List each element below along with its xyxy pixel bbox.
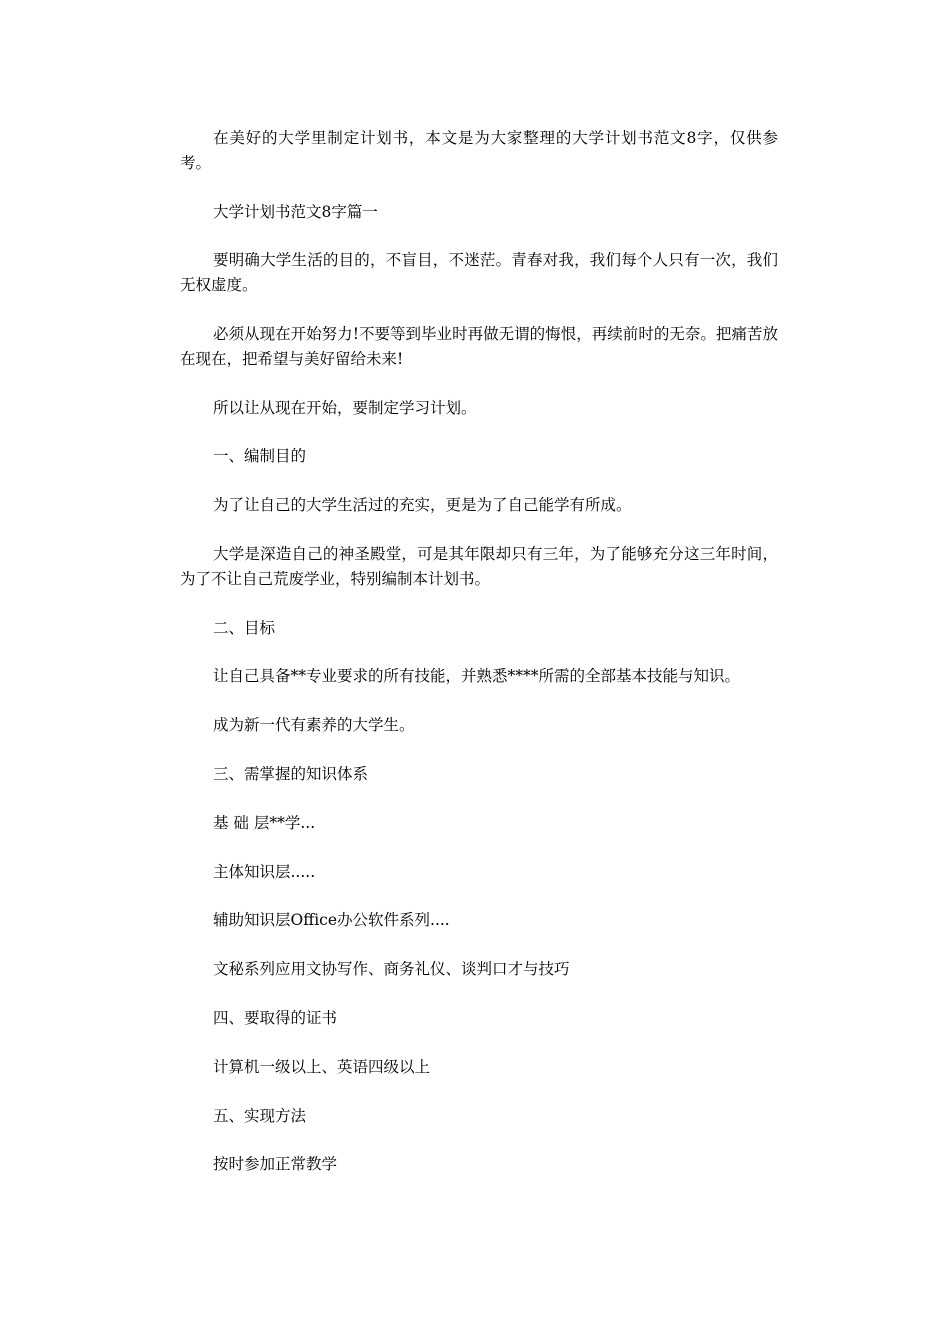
body-paragraph: 成为新一代有素养的大学生。	[213, 716, 415, 735]
section-heading-purpose: 一、编制目的	[213, 447, 307, 466]
body-paragraph: 大学是深造自己的神圣殿堂，可是其年限却只有三年，为了能够充分这三年时间，为了不让自己荒废学业，特别编制本计划书。	[180, 544, 778, 588]
document-page	[180, 126, 778, 1177]
body-paragraph: 按时参加正常教学	[213, 1155, 338, 1174]
intro-paragraph: 在美好的大学里制定计划书，本文是为大家整理的大学计划书范文8字，仅供参考。	[180, 129, 778, 172]
section-heading-certificates: 四、要取得的证书	[213, 1008, 338, 1027]
list-item: 主体知识层.....	[213, 862, 316, 881]
body-paragraph: 要明确大学生活的目的，不盲目，不迷茫。青春对我，我们每个人只有一次，我们无权虚度。	[180, 251, 778, 295]
body-paragraph: 为了让自己的大学生活过的充实，更是为了自己能学有所成。	[213, 496, 632, 515]
body-paragraph: 必须从现在开始努力!不要等到毕业时再做无谓的悔恨，再续前时的无奈。把痛苦放在现在，把希望与美好留给未来!	[180, 324, 778, 368]
section-heading-goals: 二、目标	[213, 618, 276, 637]
list-item: 基 础 层**学...	[213, 813, 316, 832]
list-item: 文秘系列应用文协写作、商务礼仪、谈判口才与技巧	[213, 960, 570, 979]
section-heading-knowledge: 三、需掌握的知识体系	[213, 764, 369, 783]
body-paragraph: 所以让从现在开始，要制定学习计划。	[213, 398, 477, 417]
body-paragraph: 让自己具备**专业要求的所有技能，并熟悉****所需的全部基本技能与知识。	[213, 667, 741, 686]
section-heading-methods: 五、实现方法	[213, 1106, 307, 1125]
article-heading: 大学计划书范文8字篇一	[213, 202, 378, 221]
list-item: 辅助知识层Office办公软件系列....	[213, 911, 450, 930]
body-paragraph: 计算机一级以上、英语四级以上	[213, 1057, 431, 1076]
